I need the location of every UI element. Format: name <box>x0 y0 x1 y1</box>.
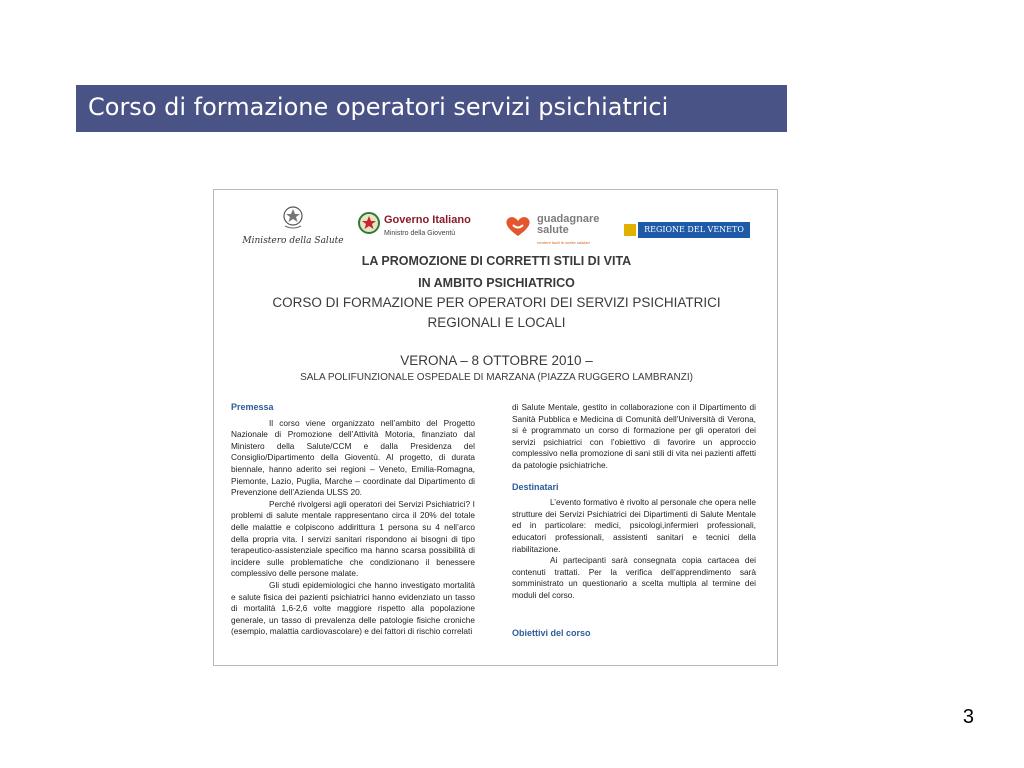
doc-heading-1: LA PROMOZIONE DI CORRETTI STILI DI VITA <box>361 254 632 268</box>
ministero-caption: Ministero della Salute <box>242 236 344 246</box>
governo-subtext: Ministro della Gioventù <box>384 230 456 237</box>
slide-title: Corso di formazione operatori servizi psichiatrici <box>88 93 669 121</box>
paragraph: Perché rivolgersi agli operatori dei Servizi Psichiatrici? I problemi di salute mentale rappresentano circa il 20% del totale delle malattie e colpiscono addirittura 1 persona su 4 nell’arco della propria vita. I servizi sanitari rispondono ai bisogni di tipo terapeutico-assistenziale specifico ma hanno scarsa possibilità di incidere sulle problematiche che condizionano il benessere complessivo delle persone malate. <box>231 498 475 579</box>
smile-heart-icon <box>504 214 532 238</box>
regione-text: REGIONE DEL VENETO <box>638 222 750 238</box>
ministero-logo <box>238 204 348 248</box>
guadagnare-salute-logo <box>504 210 614 250</box>
section-destinatari: Destinatari <box>512 481 559 492</box>
left-column <box>231 402 475 638</box>
doc-venue: SALA POLIFUNZIONALE OSPEDALE DI MARZANA (PIAZZA RUGGERO LAMBRANZI) <box>300 372 693 383</box>
doc-subheading-2: REGIONALI E LOCALI <box>427 315 566 330</box>
lion-flag-icon <box>624 224 636 236</box>
paragraph: Ai partecipanti sarà consegnata copia cartacea dei contenuti trattati. Per la verifica dell’apprendimento sarà somministrato un questionario a scelta multipla al termine dei moduli del corso. <box>512 555 756 600</box>
paragraph: Il corso viene organizzato nell’ambito del Progetto Nazionale di Promozione dell’Attività Motoria, finanziato dal Ministero della Salute/CCM e dalla Presidenza del Consiglio/Dipartimento della Gioventù. Al progetto, di durata biennale, hanno aderito sei regioni – Veneto, Emilia-Romagna, Piemonte, Lazio, Puglia, Marche – coordinate dal Dipartimento di Prevenzione dell’Azienda ULSS 20. <box>231 417 475 498</box>
guadagnare-subtext: rendere facili le scelte salutari <box>537 240 590 245</box>
document-scan <box>213 189 778 666</box>
section-premessa: Premessa <box>231 402 274 412</box>
doc-subheading-1: CORSO DI FORMAZIONE PER OPERATORI DEI SERVIZI PSICHIATRICI <box>272 295 721 310</box>
right-column <box>512 402 756 643</box>
section-obiettivi: Obiettivi del corso <box>512 627 591 638</box>
governo-logo <box>358 210 470 250</box>
governo-text: Governo Italiano <box>384 214 471 226</box>
slide-title-bar <box>76 85 787 132</box>
republic-emblem-icon <box>358 210 380 238</box>
guadagnare-text: guadagnare salute <box>537 213 600 236</box>
paragraph: L’evento formativo è rivolto al personale che opera nelle strutture dei Servizi Psichiatrici dei Dipartimenti di Salute Mentale ed in particolare: medici, psicologi,infermieri professionali, educatori professionali, assistenti sanitari e tecnici della riabilitazione. <box>512 497 756 554</box>
slide-number: 3 <box>962 706 974 728</box>
logo-strip <box>214 200 778 250</box>
doc-date: VERONA – 8 OTTOBRE 2010 – <box>400 353 593 368</box>
doc-heading-2: IN AMBITO PSICHIATRICO <box>418 276 575 290</box>
regione-veneto-logo <box>624 222 750 238</box>
paragraph: di Salute Mentale, gestito in collaborazione con il Dipartimento di Sanità Pubblica e Medicina di Comunità dell’Università di Verona, si è programmato un corso di formazione per gli operatori dei servizi psichiatrici con l’obiettivo di favorire un approccio complessivo nella promozione di sani stili di vita nei pazienti affetti da patologie psichiatriche. <box>512 402 756 470</box>
italian-emblem-icon <box>282 204 304 230</box>
paragraph: Gli studi epidemiologici che hanno investigato mortalità e salute fisica dei pazienti psichiatrici hanno evidenziato un tasso di mortalità 1,6-2,6 volte maggiore rispetto alla popolazione generale, un tasso di prevalenza delle patologie fisiche croniche (esempio, malattia cardiovascolare) e dei fattori di rischio correlati <box>231 579 475 637</box>
